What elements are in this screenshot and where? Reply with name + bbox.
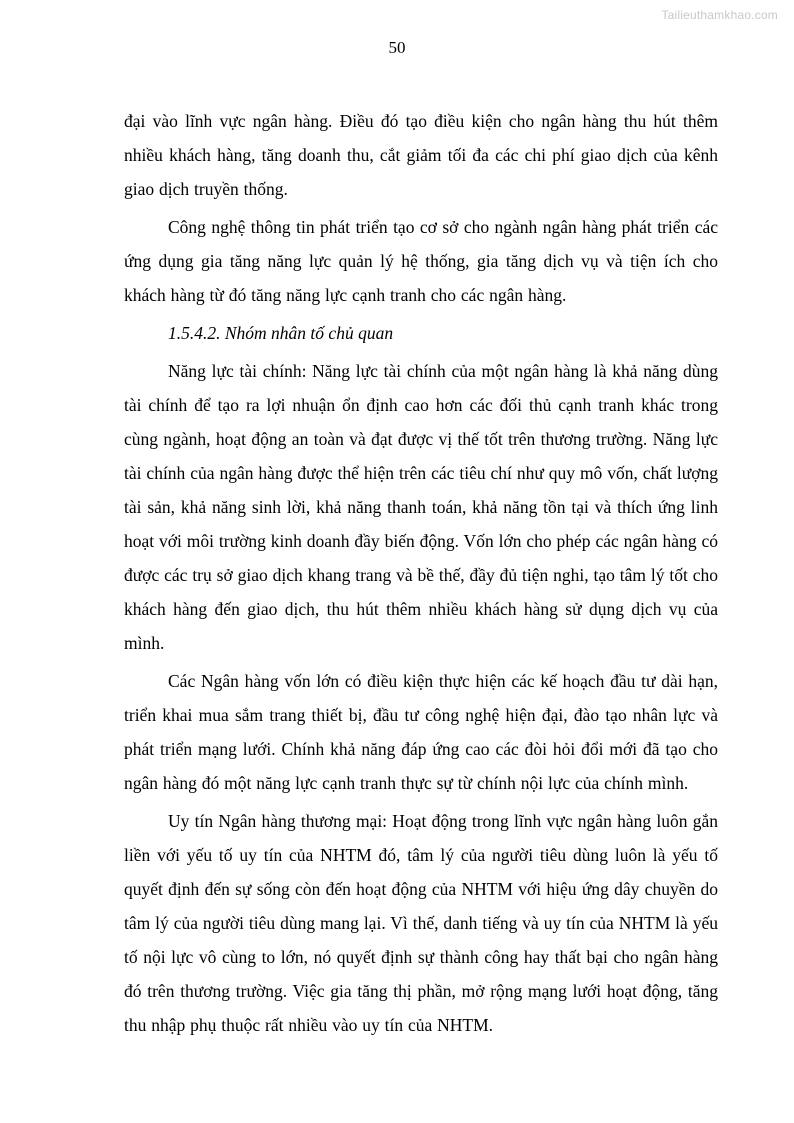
paragraph: Năng lực tài chính: Năng lực tài chính của một ngân hàng là khả năng dùng tài chính để tạo ra lợi nhuận ổn định cao hơn các đối thủ cạnh tranh khác trong cùng ngành, hoạt động an toàn và đạt được vị thế tốt trên thương trường. Năng lực tài chính của ngân hàng được thể hiện trên các tiêu chí như quy mô vốn, chất lượng tài sản, khả năng sinh lời, khả năng thanh toán, khả năng tồn tại và thích ứng linh hoạt với môi trường kinh doanh đầy biến động. Vốn lớn cho phép các ngân hàng có được các trụ sở giao dịch khang trang và bề thế, đầy đủ tiện nghi, tạo tâm lý tốt cho khách hàng đến giao dịch, thu hút thêm nhiều khách hàng sử dụng dịch vụ của mình. <box>124 361 718 653</box>
paragraph: Các Ngân hàng vốn lớn có điều kiện thực hiện các kế hoạch đầu tư dài hạn, triển khai mua sắm trang thiết bị, đầu tư công nghệ hiện đại, đào tạo nhân lực và phát triển mạng lưới. Chính khả năng đáp ứng cao các đòi hỏi đổi mới đã tạo cho ngân hàng đó một năng lực cạnh tranh thực sự từ chính nội lực của chính mình. <box>124 671 718 793</box>
watermark-text: Tailieuthamkhao.com <box>661 8 778 22</box>
paragraph: Công nghệ thông tin phát triển tạo cơ sở cho ngành ngân hàng phát triển các ứng dụng gia tăng năng lực quản lý hệ thống, gia tăng dịch vụ và tiện ích cho khách hàng từ đó tăng năng lực cạnh tranh cho các ngân hàng. <box>124 217 718 305</box>
page-body <box>124 104 718 1046</box>
page-number: 50 <box>388 38 406 57</box>
section-heading: 1.5.4.2. Nhóm nhân tố chủ quan <box>168 323 394 343</box>
paragraph: đại vào lĩnh vực ngân hàng. Điều đó tạo điều kiện cho ngân hàng thu hút thêm nhiều khách hàng, tăng doanh thu, cắt giảm tối đa các chi phí giao dịch của kênh giao dịch truyền thống. <box>124 111 718 199</box>
paragraph: Uy tín Ngân hàng thương mại: Hoạt động trong lĩnh vực ngân hàng luôn gắn liền với yếu tố uy tín của NHTM đó, tâm lý của người tiêu dùng luôn là yếu tố quyết định đến sự sống còn đến hoạt động của NHTM với hiệu ứng dây chuyền do tâm lý của người tiêu dùng mang lại. Vì thế, danh tiếng và uy tín của NHTM là yếu tố nội lực vô cùng to lớn, nó quyết định sự thành công hay thất bại cho ngân hàng đó trên thương trường. Việc gia tăng thị phần, mở rộng mạng lưới hoạt động, tăng thu nhập phụ thuộc rất nhiều vào uy tín của NHTM. <box>124 811 718 1035</box>
